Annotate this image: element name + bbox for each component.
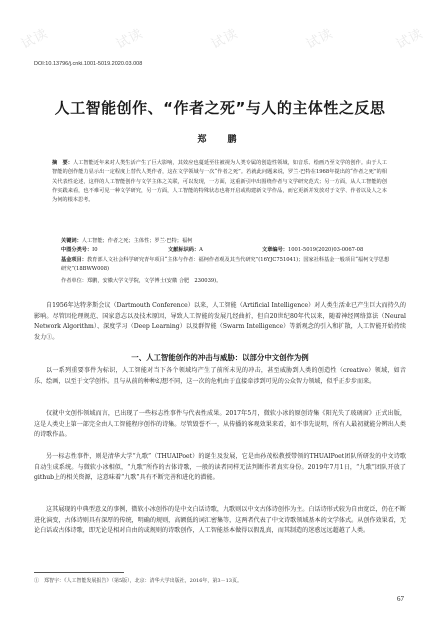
fund-label: 基金项目： bbox=[61, 257, 87, 263]
abstract-label: 摘 要： bbox=[52, 160, 73, 166]
abstract-text: 人工智能近年来对人类生活产生了巨大影响，其效应也蔓延至往被视为人类专属的创造性领域，如音乐、绘画乃至文学的创作。由于人工智能的创作能力显示出一定程度上替代人类作者，这在文学领域与一次“作者之死”。若就此问题来说，罗兰·巴特在1968年提出的“作者之死”的相关代表性论述，这样的人工智能创作与文学主体之关联，可以发现，一方面，这重新引申出围绕作者与文学研究范式；另一方面，从人工智能的创作实践来看，也不难可见一种文学研究，另一方面，人工智能的特殊状态也将开启或构建新文学作品，而它更新并发放对于文学、作者以及人之本为何的根本思考。 bbox=[52, 160, 387, 204]
article-number bbox=[262, 246, 363, 253]
footnote: ① 郑智宇：《人工智能发展报告》（第5版），北京：清华大学出版社，2016年，第3－13页。 bbox=[34, 578, 242, 584]
body-paragraph: 仅就中文创作领域而言，已出现了一些标志性事件与代表性成果。2017年5月，微软小冰的原创诗集《阳光失了玻璃窗》正式出版，这是人类史上第一部完全由人工智能程序创作的诗集。尽管毁誉不一，从传播的客观效果来看，如不事先说明，所有人最初就能分辨出人类的诗歌作品。 bbox=[34, 410, 406, 439]
watermark: 试读 bbox=[19, 26, 51, 53]
author-name: 郑 鹏 bbox=[197, 135, 243, 145]
article-number-value: 1001-5019(2020)03-0067-08 bbox=[287, 247, 364, 253]
keywords-text: 人工智能；作者之死；主体性；罗兰·巴特；福柯 bbox=[81, 238, 193, 244]
article-number-label: 文章编号： bbox=[262, 247, 288, 253]
author-unit bbox=[61, 277, 221, 284]
author-unit-text: 郑鹏，安徽大学文学院，文学博士(安徽 合肥 230039)。 bbox=[86, 278, 222, 284]
doi: DOI:10.13796/j.cnki.1001-5019.2020.03.008 bbox=[34, 61, 143, 67]
classification-value: I0 bbox=[92, 247, 98, 253]
author-unit-label: 作者单位： bbox=[61, 278, 87, 284]
fund-info bbox=[61, 256, 391, 274]
body-paragraph: 另一标志性事件，则是清华大学“九歌”（THUAIPoet）的诞生及发展，它是由孙茂松教授带领的THUAIPoet团队所研发的中文诗歌自动生成系统。与微软小冰相似，“九歌”所作的古体诗歌，一般的读者同样无法判断作者真实身份。2019年7月1日，“九歌”团队开放了github上的相关资源，这意味着“九歌”具有不断完善和进化的潜能。 bbox=[34, 453, 406, 482]
document-code-label: 文献标识码： bbox=[168, 247, 200, 253]
watermark: 试读 bbox=[304, 26, 336, 53]
classification-label: 中图分类号： bbox=[61, 247, 93, 253]
intro-paragraph: 自1956年达特茅斯会议（Dartmouth Conference）以来，人工智能（Artificial Intelligence）对人类生活业已产生巨大而持久的影响。尽管因伦理规范、国家意志以及技术原因，导致人工智能的发展几经曲折，但自20世纪80年代以来，随着神经网络算法（Neural Network Algorithm）、深度学习（Deep Learning）以及群智能（Swarm Intelligence）等新观念的引入和扩散，人工智能开始持续发力①。 bbox=[34, 302, 406, 341]
page-number: 67 bbox=[397, 595, 404, 603]
section-heading: 一、人工智能创作的冲击与威胁：以部分中文创作为例 bbox=[131, 353, 309, 362]
watermark: 试读 bbox=[114, 26, 146, 53]
document-code bbox=[168, 246, 203, 253]
abstract bbox=[52, 159, 387, 205]
body-paragraph: 这其展现的中典型意义的事例，微软小冰创作的是中文白话诗歌，九歌则以中文古体诗创作为主。白话诗形式较为自由宽泛，仍在不断进化演变，古体诗则具有深厚的传统，明确的规则，高额低的词汇密集等，这两者代表了中文诗歌领域基本的文学体式。从创作效果看，无论白话或古体诗歌，即无论是相对自由的或规则的诗歌创作，人工智能基本做得以假乱真，而其制造的迷惑远远超越了人类。 bbox=[34, 506, 406, 535]
watermark: 试读 bbox=[209, 26, 241, 53]
document-code-value: A bbox=[199, 247, 203, 253]
keywords bbox=[61, 237, 192, 244]
footnote-rule bbox=[34, 572, 124, 573]
classification bbox=[61, 246, 98, 253]
fund-text: 教育部人文社会科学研究青年项目“主体与作者：福柯作者观及其当代研究”(16YJC751041)；国家社科基金一般项目“福柯文学思想研究”(18BWW008) bbox=[61, 257, 390, 272]
body-paragraph: 以一系列重要事件为标识，人工智能对当下各个领域均产生了前所未见的冲击，甚至威胁到人类的创造性（creative）领域，如音乐、绘画，以至于文学创作。且与从前的种种幻想不同，这一次的危机由于直接牵涉到可见的公众智力领域，似乎正步步而来。 bbox=[34, 367, 406, 385]
paper-title: 人工智能创作、“作者之死”与人的主体性之反思 bbox=[54, 99, 386, 117]
watermark: 试读 bbox=[394, 26, 426, 53]
keywords-label: 关键词： bbox=[61, 238, 82, 244]
